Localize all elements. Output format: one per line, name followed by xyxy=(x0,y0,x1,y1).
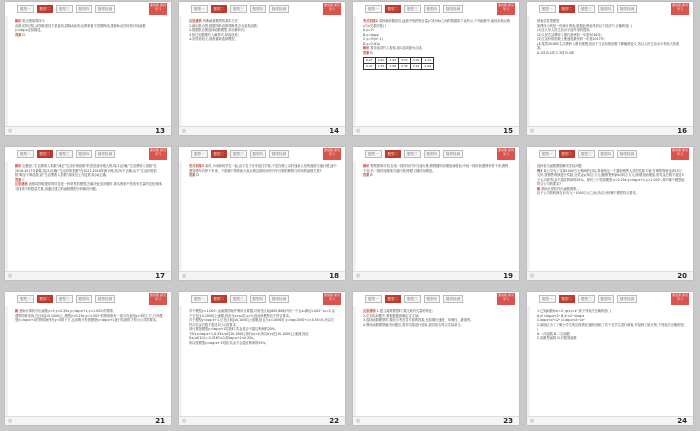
slide-page-number: 16 xyxy=(677,127,687,135)
slide-tab[interactable]: 随堂检测 xyxy=(95,295,115,303)
slide-tab[interactable]: 题型四 xyxy=(598,150,615,158)
slide-tab[interactable]: 题型四 xyxy=(76,5,93,13)
slide-thumbnail[interactable] xyxy=(527,292,693,425)
slide-text-line: A.y=2ˣ xyxy=(363,28,375,32)
slide-text-line: B.y=log₂x xyxy=(363,32,379,37)
slide-topbar xyxy=(5,2,171,16)
slide-left-border xyxy=(5,2,8,135)
slide-content xyxy=(537,309,685,341)
slide-topbar xyxy=(5,292,171,306)
slide-tab[interactable]: 题型三 xyxy=(56,295,73,303)
slide-tabs xyxy=(365,295,463,303)
slide-text-line: (4)虽然2018年生活费收入增长缓慢,但由于生活价格指数下降幅度较大,所以人民生活水平有较大的改善。 xyxy=(537,41,680,50)
slide-page-number: 23 xyxy=(503,417,513,425)
slide-text-line: 答案 D xyxy=(15,32,25,37)
corner-badge: 课堂篇 探究学习 xyxy=(671,293,689,305)
slide-page-number: 18 xyxy=(329,272,339,280)
slide-left-border xyxy=(5,147,8,280)
slide-tab[interactable]: 题型三 xyxy=(404,295,421,303)
slide-footer xyxy=(527,416,693,425)
slide-text-line: 所以按模型y=log₇x+1奖励,奖金不会超过利润的25%。 xyxy=(189,340,269,345)
table-cell: 2.96 xyxy=(422,64,434,70)
table-cell: 0.97 xyxy=(364,64,376,70)
slide-text-line: 答案 D xyxy=(189,173,199,177)
slide-tab[interactable]: 题型二 xyxy=(559,5,576,13)
slide-text-line: C.y=½(x²-1) xyxy=(363,37,383,41)
slide-text-line: 选择恰当函数模型解决实际问题 xyxy=(537,164,582,168)
slide-text-line: 反思感悟 判断函数模型的基本方法 xyxy=(189,19,238,23)
slide-text-line: 解析 观察图象可知,在前一段时间汽车匀速行驶,路程随时间增加而增加;中间一段时间遇堵车停下来,路程不变;后一段时间继续匀速行驶,路程又随时间增加。 xyxy=(363,164,509,173)
slide-footer xyxy=(179,271,345,280)
slide-tab[interactable]: 随堂检测 xyxy=(617,295,637,303)
slide-thumbnail[interactable] xyxy=(353,147,519,280)
star-icon: ◎ xyxy=(8,273,13,279)
slide-tab[interactable]: 题型一 xyxy=(17,5,34,13)
table-cell: 1.59 xyxy=(375,64,387,70)
slide-tab[interactable]: 题型四 xyxy=(424,295,441,303)
slide-content xyxy=(537,19,685,55)
slide-text-line: 变式训练3 某时,小雨和同学在一起,由于急于开车赶往学校,于是在路上以时速某公里的速度匀速行驶,途中遇到堵车后停下车来。下面哪个图象能大致反映这段时间内汽车行驶的路程与时间的函数关系? xyxy=(189,164,337,173)
slide-left-border xyxy=(353,147,356,280)
slide-text-line: A.一次函数 B.二次函数 xyxy=(537,331,570,336)
slide-tabs xyxy=(17,295,115,303)
slide-tab[interactable]: 题型二 xyxy=(559,150,576,158)
slide-content xyxy=(363,164,511,178)
slide-text-line: 2.在实际问题中,要根据题意确定定义域; xyxy=(363,313,420,318)
slide-text-line: 1.画出散点图,根据图形直观判断是否为某类函数; xyxy=(189,23,258,28)
slide-text-line: C.log₂x<x²<2ˣ D.log₂x<2ˣ<x² xyxy=(537,318,585,322)
slide-tab[interactable]: 题型三 xyxy=(578,5,595,13)
slide-text-line: 3.将已知数据代入解析式,检验误差; xyxy=(189,32,239,37)
slide-tabs xyxy=(365,150,463,158)
slide-text-line: 变式训练2 某种新药服用后,血液中的药物含量y与时间x之间的数据如下表所示,下列函数中,能较好地反映y与x关系的是( ) xyxy=(363,19,511,28)
slide-text-line: 答案 B xyxy=(363,50,373,55)
slide-text-line: C.指数型函数 D.对数型函数 xyxy=(537,336,577,340)
slide-text-line: 解析 将各选项代入检验,故C选项最为合适。 xyxy=(363,46,425,50)
slide-tab[interactable]: 题型四 xyxy=(250,150,267,158)
slide-tab[interactable]: 题型二 xyxy=(385,150,402,158)
slide-text-line: 答案 B xyxy=(363,173,373,177)
slide-topbar xyxy=(353,292,519,306)
slide-tab[interactable]: 题型二 xyxy=(385,5,402,13)
slide-thumbnail[interactable] xyxy=(353,2,519,135)
slide-tab[interactable]: 随堂检测 xyxy=(269,295,289,303)
slide-text-line: A.x²<log₂x<2ˣ B.x²<2ˣ<log₂x xyxy=(537,313,585,318)
slide-tabs xyxy=(17,5,115,13)
table-cell: 3.37 xyxy=(399,58,411,64)
slide-tab[interactable]: 题型二 xyxy=(37,150,54,158)
slide-text-line: y=log₂x近似描述。 xyxy=(15,28,44,32)
table-cell: 2.35 xyxy=(399,64,411,70)
slide-footer xyxy=(527,271,693,280)
star-icon: ◎ xyxy=(182,418,187,424)
slide-left-border xyxy=(179,147,182,280)
slide-tab[interactable]: 随堂检测 xyxy=(95,150,115,158)
slide-topbar xyxy=(353,147,519,161)
star-icon: ◎ xyxy=(8,418,13,424)
slide-thumbnail[interactable] xyxy=(527,2,693,135)
corner-badge: 课堂篇 探究学习 xyxy=(671,148,689,160)
slide-tab[interactable]: 题型三 xyxy=(56,5,73,13)
slide-footer xyxy=(179,416,345,425)
slide-tab[interactable]: 题型一 xyxy=(191,5,208,13)
slide-tab[interactable]: 题型二 xyxy=(37,5,54,13)
slide-tab[interactable]: 题型三 xyxy=(404,150,421,158)
slide-topbar xyxy=(5,147,171,161)
slide-page-number: 22 xyxy=(329,417,339,425)
slide-content xyxy=(15,19,163,37)
slide-tab[interactable]: 题型四 xyxy=(76,295,93,303)
table-cell: 2.61 xyxy=(410,64,422,70)
slide-content xyxy=(15,164,163,191)
slide-tab[interactable]: 随堂检测 xyxy=(617,5,637,13)
slide-text-line: 图表信息型模型 xyxy=(537,19,560,23)
slide-page-number: 14 xyxy=(329,127,339,135)
corner-badge: 课堂篇 探究学习 xyxy=(149,148,167,160)
slide-topbar xyxy=(179,292,345,306)
slide-left-border xyxy=(353,2,356,135)
star-icon: ◎ xyxy=(182,273,187,279)
slide-text-line: 如图所示的是一份统计图表,根据此图表得到以下说法中,正确的是( ) xyxy=(537,23,632,28)
slide-thumbnail[interactable] xyxy=(5,147,171,280)
corner-badge: 课堂篇 探究学习 xyxy=(497,3,515,15)
slide-text-line: 解析 由题意,"生活费收入指数"减去"生活价格指数"的差是逐年增大的,故(1)正确;"生活费收入指数"在2016-2017年最陡,故(2)正确;"生活价格指数"在2017-2018年最平缓,故(3)不正确;由于"生活价格指数"略呈下降趋势,而"生活费收入指数"曲线呈上升趋势,故(4)正确。 xyxy=(15,164,157,177)
star-icon: ◎ xyxy=(8,128,13,134)
slide-text-line: 由于公司的利润在10万元~1000万元之间,所以分析哪个模型符合要求。 xyxy=(537,191,639,195)
slide-topbar xyxy=(527,2,693,16)
corner-badge: 课堂篇 探究学习 xyxy=(149,293,167,305)
slide-tabs xyxy=(539,295,637,303)
slide-tab[interactable]: 题型二 xyxy=(211,5,228,13)
table-cell: 0.97 xyxy=(364,58,376,64)
slide-text-line: 3.选择函数模型时,要综合考虑各方面的因素,比如增长速度、单调性、最值等。 xyxy=(363,318,474,322)
slide-text-line: 观察图象发现,在区间[10,1000]上,模型y=0.25x,y=1.002ˣ的图象都有一部分在直线y=5的上方,只有模型y=log₇x+1的图象始终在y=5的下方,这说明只有按模型y=log₇x+1进行奖励时才符合公司的要求。 xyxy=(15,313,163,322)
data-table xyxy=(363,57,434,70)
star-icon: ◎ xyxy=(182,128,187,134)
slide-tab[interactable]: 题型三 xyxy=(404,5,421,13)
slide-footer xyxy=(5,271,171,280)
slide-tab[interactable]: 题型二 xyxy=(211,295,228,303)
slide-text-line: 对于模型y=log₇x+1,它在区间[10,1000]上递增,而且当x=1000时,y=log₇1000+1≈4.55<5,所以它符合奖金总数不超过5万元的要求。 xyxy=(189,318,335,327)
slide-tab[interactable]: 题型一 xyxy=(539,150,556,158)
corner-badge: 课堂篇 探究学习 xyxy=(323,293,341,305)
slide-text-line: 4.若误差较大,则需重新选择模型。 xyxy=(189,37,238,41)
corner-badge: 课堂篇 探究学习 xyxy=(497,293,515,305)
slide-tabs xyxy=(191,5,289,13)
slide-footer xyxy=(527,126,693,135)
slide-page-number: 15 xyxy=(503,127,513,135)
slide-tab[interactable]: 随堂检测 xyxy=(617,150,637,158)
slide-tab[interactable]: 题型一 xyxy=(365,150,382,158)
slide-tab[interactable]: 题型一 xyxy=(539,5,556,13)
slide-text-line: 例3 某公司为了实现1000万元利润的目标,准备制定一个激励销售人员的奖励方案:在销售利润达到10万元时,按销售利润进行奖励,且奖金y(单位:万元)随销售利润x(单位:万元)的增加而增加,但奖金总数不超过5万元,同时奖金不超过利润的25%。现有三个奖励模型:y=0.25x,y=log₇x+1,y=1.002ˣ,其中哪个模型能符合公司的要求? xyxy=(537,168,685,186)
slide-tab[interactable]: 题型一 xyxy=(365,295,382,303)
slide-left-border xyxy=(527,2,530,135)
slide-tab[interactable]: 题型三 xyxy=(578,295,595,303)
slide-tab[interactable]: 题型二 xyxy=(211,150,228,158)
slide-topbar xyxy=(179,2,345,16)
slide-text-line: 解 借助计算机作出函数图象... xyxy=(537,186,580,191)
slide-tab[interactable]: 题型四 xyxy=(598,295,615,303)
slide-tab[interactable]: 题型一 xyxy=(191,150,208,158)
slide-footer xyxy=(5,126,171,135)
slide-text-line: (3)生活价格指数上涨速度最快的一年是2017年; xyxy=(537,37,605,41)
slide-content xyxy=(189,309,337,345)
slide-tab[interactable]: 题型四 xyxy=(250,5,267,13)
star-icon: ◎ xyxy=(530,128,535,134)
slide-text-line: 令f(x)=log₇x+1-0.25x,x∈[10,1000],则f'(x)<0,所以f(x)在[10,1000]上递减,因此f(x)≤f(10)≈-0.3167<0,即log₇x+1<0.25x。 xyxy=(189,331,309,340)
slide-thumbnail[interactable] xyxy=(179,2,345,135)
slide-page-number: 24 xyxy=(677,417,687,425)
slide-topbar xyxy=(179,147,345,161)
slide-content xyxy=(189,164,337,178)
slide-thumbnail[interactable] xyxy=(5,2,171,135)
slide-thumbnail[interactable] xyxy=(527,147,693,280)
slide-text-line: 4.利用函数模型解决问题后,需对结果进行检验,看其是否符合实际意义。 xyxy=(363,322,464,327)
slide-page-number: 19 xyxy=(503,272,513,280)
slide-text-line: D.y=2.61x xyxy=(363,41,381,46)
slide-thumbnail[interactable] xyxy=(179,292,345,425)
slide-footer xyxy=(179,126,345,135)
slide-text-line: 对于模型y=1.002ˣ,由函数图象并利用计算器,可知在区间(805,806)内有一个点x₀满足1.002^x₀=5,由于它在[10,1000]上递增,因此当x>x₀时,y>5,因此该模型也不符合要求。 xyxy=(189,309,335,318)
corner-badge: 课堂篇 探究学习 xyxy=(323,3,341,15)
slide-tab[interactable]: 题型二 xyxy=(37,295,54,303)
slide-tab[interactable]: 题型四 xyxy=(424,5,441,13)
slide-tabs xyxy=(365,5,463,13)
slide-topbar xyxy=(353,2,519,16)
slide-tab[interactable]: 题型四 xyxy=(250,295,267,303)
slide-tab[interactable]: 随堂检测 xyxy=(443,295,463,303)
slide-left-border xyxy=(5,292,8,425)
slide-text-line: 2.某地区为了了解小学生的近视情况,随机抽取了若干名学生进行调查,并绘制了统计图,下列说法正确的是( ) xyxy=(537,322,685,331)
slide-content xyxy=(363,309,511,327)
slide-content xyxy=(15,309,163,323)
slide-tab[interactable]: 题型二 xyxy=(385,295,402,303)
slide-page-number: 21 xyxy=(155,417,165,425)
slide-tabs xyxy=(539,150,637,158)
slide-tab[interactable]: 题型一 xyxy=(17,295,34,303)
slide-tabs xyxy=(539,5,637,13)
slide-tabs xyxy=(191,150,289,158)
slide-content xyxy=(189,19,337,42)
slide-text-line: A.1项 B.2项 C.3项 D.4项 xyxy=(537,50,574,55)
slide-tab[interactable]: 题型二 xyxy=(559,295,576,303)
slide-page-number: 20 xyxy=(677,272,687,280)
slide-text-line: 解析 散点图如图所示 xyxy=(15,19,45,23)
slide-text-line: (1)这几年人民生活水平逐年得到提高; xyxy=(537,28,591,32)
slide-tab[interactable]: 题型四 xyxy=(76,150,93,158)
star-icon: ◎ xyxy=(356,128,361,134)
slide-text-line: 2.根据散点图选择函数模型,求出解析式; xyxy=(189,28,246,32)
slide-page-number: 13 xyxy=(155,127,165,135)
slide-footer xyxy=(353,271,519,280)
slide-text-line: 解 借助计算机作出函数y=5,y=0.25x,y=log₇x+1,y=1.002ˣ的图象, xyxy=(15,309,115,313)
slide-topbar xyxy=(527,292,693,306)
slide-text-line: 再计算按模型y=log₇x+1奖励时,奖金是否不超过利润的25%。 xyxy=(189,327,279,331)
slide-tab[interactable]: 题型三 xyxy=(230,295,247,303)
table-cell: 2.94 xyxy=(387,58,399,64)
slide-tab[interactable]: 随堂检测 xyxy=(443,150,463,158)
table-cell: 4.00 xyxy=(410,58,422,64)
slide-tab[interactable]: 题型一 xyxy=(539,295,556,303)
star-icon: ◎ xyxy=(356,273,361,279)
slide-left-border xyxy=(179,2,182,135)
slide-tab[interactable]: 题型四 xyxy=(424,150,441,158)
slide-thumbnail[interactable] xyxy=(5,292,171,425)
slide-page-number: 17 xyxy=(155,272,165,280)
slide-tab[interactable]: 随堂检测 xyxy=(95,5,115,13)
slide-text-line: 反思感悟 1.建立函数模型时,要注意有关量的特征; xyxy=(363,309,433,313)
slide-footer xyxy=(5,416,171,425)
slide-tabs xyxy=(17,150,115,158)
slide-left-border xyxy=(179,292,182,425)
slide-text-line: (2)人民生活费收入增长最快的一年是2016年; xyxy=(537,32,602,37)
corner-badge: 课堂篇 探究学习 xyxy=(497,148,515,160)
corner-badge: 课堂篇 探究学习 xyxy=(671,3,689,15)
table-cell: 2.00 xyxy=(375,58,387,64)
table-cell: 4.12 xyxy=(422,58,434,64)
slide-topbar xyxy=(527,147,693,161)
table-cell: 1.98 xyxy=(387,64,399,70)
slide-left-border xyxy=(353,292,356,425)
slide-tab[interactable]: 题型一 xyxy=(191,295,208,303)
slide-footer xyxy=(353,416,519,425)
slide-tab[interactable]: 题型一 xyxy=(365,5,382,13)
corner-badge: 课堂篇 探究学习 xyxy=(149,3,167,15)
slide-thumbnail[interactable] xyxy=(353,292,519,425)
slide-text-line: 由散点图可知,从图象看其不是直线,排除A选项;从图象看不是抛物线,排除B;由图可知可用函数 xyxy=(15,23,146,28)
table-row xyxy=(364,64,434,70)
star-icon: ◎ xyxy=(530,273,535,279)
star-icon: ◎ xyxy=(530,418,535,424)
slide-text-line: 1.已知函数f(x)=2ˣ,g(x)=x²,则下列说法正确的是( ) xyxy=(537,309,611,313)
slide-thumbnail[interactable] xyxy=(179,147,345,280)
slide-content xyxy=(363,19,511,70)
slide-text-line: 反思感悟 表格或图象提供的信息是一种常见的模型,在解决此类问题时,要从图象中发现有关量的变化规律,寻找其中的数量关系,再通过建立的函数模型分析解决问题。 xyxy=(15,182,163,191)
slide-tab[interactable]: 题型三 xyxy=(230,150,247,158)
slide-tab[interactable]: 随堂检测 xyxy=(269,5,289,13)
slide-text-line: 答案 C xyxy=(15,177,25,182)
star-icon: ◎ xyxy=(356,418,361,424)
slide-tab[interactable]: 题型一 xyxy=(17,150,34,158)
slide-content xyxy=(537,164,685,196)
slide-tab[interactable]: 题型三 xyxy=(230,5,247,13)
slide-tab[interactable]: 随堂检测 xyxy=(269,150,289,158)
slide-left-border xyxy=(527,292,530,425)
slide-tab[interactable]: 题型三 xyxy=(56,150,73,158)
slide-tab[interactable]: 题型三 xyxy=(578,150,595,158)
slide-left-border xyxy=(527,147,530,280)
corner-badge: 课堂篇 探究学习 xyxy=(323,148,341,160)
slide-tabs xyxy=(191,295,289,303)
slide-tab[interactable]: 题型四 xyxy=(598,5,615,13)
slide-footer xyxy=(353,126,519,135)
slide-tab[interactable]: 随堂检测 xyxy=(443,5,463,13)
